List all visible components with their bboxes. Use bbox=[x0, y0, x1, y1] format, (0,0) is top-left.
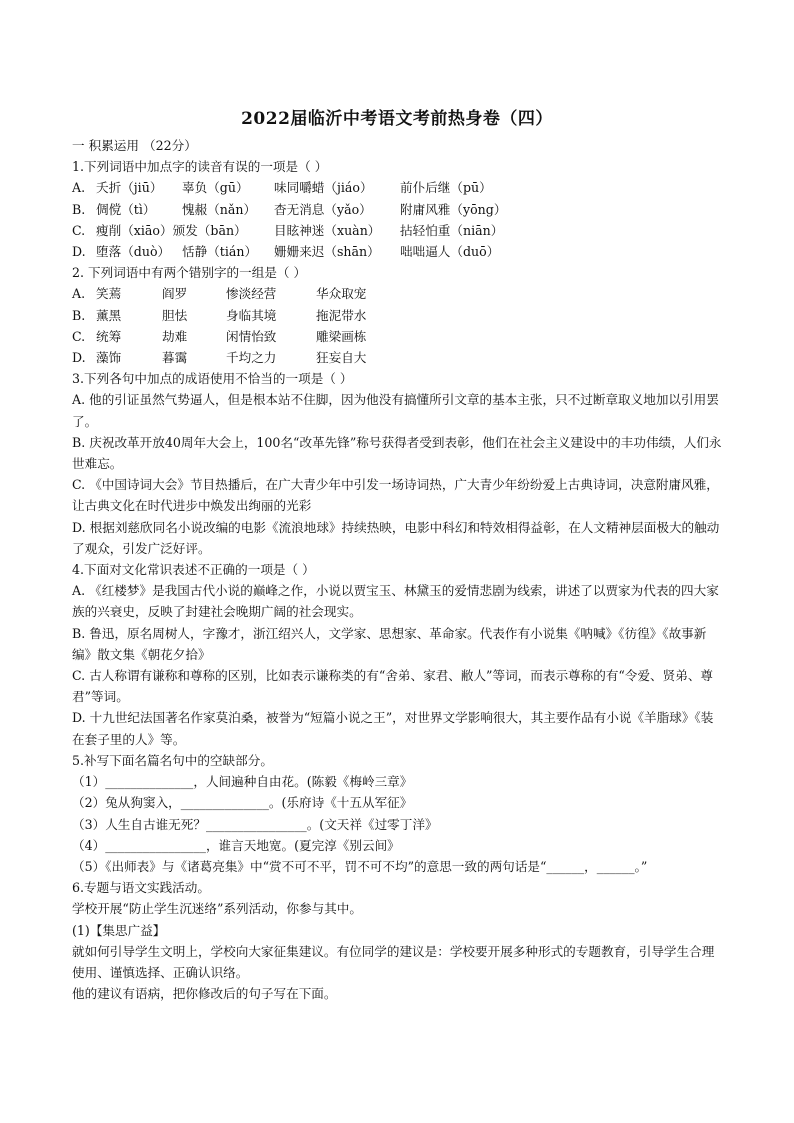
option-word: 拖泥带水 bbox=[316, 307, 367, 323]
option-letter: C. bbox=[72, 222, 86, 238]
question-6-intro: 学校开展“防止学生沉迷络”系列活动，你参与其中。 bbox=[72, 901, 362, 917]
option-word: 统筹 bbox=[96, 328, 122, 344]
option-word: 雕梁画栋 bbox=[316, 328, 367, 344]
option-letter: B. bbox=[72, 307, 86, 323]
question-5-stem: 5.补写下面名篇名句中的空缺部分。 bbox=[72, 752, 273, 768]
fill-blank-item: （3）人生自古谁无死？________________。(文天祥《过零丁洋》 bbox=[72, 816, 438, 832]
question-6-subheading: (1)【集思广益】 bbox=[72, 922, 166, 938]
option-word: 愧赧（nǎn） bbox=[182, 201, 257, 217]
question-6-stem: 6.专题与语文实践活动。 bbox=[72, 880, 210, 896]
option-word: 拈轻怕重（niān） bbox=[400, 222, 504, 238]
option-word: 藻饰 bbox=[96, 350, 122, 366]
option-word: 阎罗 bbox=[162, 286, 188, 302]
option-word: 姗姗来迟（shān） bbox=[274, 244, 380, 260]
fill-blank-item: （1）______________，人间遍种自由花。(陈毅《梅岭三章》 bbox=[72, 774, 413, 790]
question-2-option-a bbox=[72, 283, 724, 304]
option-word: 劫难 bbox=[162, 328, 188, 344]
question-4-stem: 4.下面对文化常识表述不正确的一项是（ ） bbox=[72, 562, 315, 578]
question-2-stem: 2. 下列词语中有两个错别字的一组是（ ） bbox=[72, 265, 307, 281]
option-word: 千均之力 bbox=[226, 350, 277, 366]
option-word: 倜傥（tì） bbox=[96, 201, 156, 217]
question-1-option-a bbox=[72, 177, 724, 198]
option-word: 狂妄自大 bbox=[316, 350, 367, 366]
option-word: 恬静（tián） bbox=[182, 244, 258, 260]
option-word: 前仆后继（pū） bbox=[400, 180, 492, 196]
option-word: 华众取宠 bbox=[316, 286, 367, 302]
question-4-option-c: C. 古人称谓有谦称和尊称的区别，比如表示谦称类的有“舍弟、家君、敝人”等词，而表示尊称的有“令爱、贤弟、尊君”等词。 bbox=[72, 668, 714, 705]
question-4-option-b: B. 鲁迅，原名周树人，字豫才，浙江绍兴人，文学家、思想家、革命家。代表作有小说集《呐喊》《彷徨》《故事新编》散文集《朝花夕拾》 bbox=[72, 625, 707, 662]
option-word: 味同嚼蜡（jiáo） bbox=[274, 180, 373, 196]
option-word: 目眩神迷（xuàn） bbox=[274, 222, 381, 238]
option-letter: D. bbox=[72, 244, 86, 260]
option-word: 薰黑 bbox=[96, 307, 122, 323]
question-3-option-d: D. 根据刘慈欣同名小说改编的电影《流浪地球》持续热映，电影中科幻和特效相得益彰，在人文精神层面极大的触动了观众，引发广泛好评。 bbox=[72, 519, 720, 556]
question-1-option-c bbox=[72, 220, 724, 241]
option-word: 身临其境 bbox=[226, 307, 277, 323]
question-3-option-c: C. 《中国诗词大会》节目热播后，在广大青少年中引发一场诗词热，广大青少年纷纷爱上古典诗词，决意附庸风雅，让古典文化在时代进步中焕发出绚丽的光彩 bbox=[72, 477, 719, 514]
option-word: 笑蔫 bbox=[96, 286, 122, 302]
exam-content bbox=[72, 135, 724, 1004]
question-6-instruction: 他的建议有语病，把你修改后的句子写在下面。 bbox=[72, 986, 337, 1002]
option-letter: A. bbox=[72, 286, 86, 302]
option-word: 堕落（duò） bbox=[96, 244, 171, 260]
question-3-option-a: A. 他的引证虽然气势逼人，但是根本站不住脚，因为他没有搞懂所引文章的基本主张，只不过断章取义地加以引用罢了。 bbox=[72, 392, 719, 429]
question-1-option-d bbox=[72, 241, 724, 262]
fill-blank-item: （2）兔从狗窦入，______________。(乐府诗《十五从军征》 bbox=[72, 795, 413, 811]
option-word: 暮霭 bbox=[162, 350, 188, 366]
question-3-option-b: B. 庆祝改革开放40周年大会上，100名“改革先锋”称号获得者受到表彰，他们在社会主义建设中的丰功伟绩，人们永世难忘。 bbox=[72, 434, 722, 472]
fill-blank-item: （4）________________，谁言天地宽。(夏完淳《别云间》 bbox=[72, 837, 400, 853]
question-2-option-d bbox=[72, 347, 724, 368]
option-word: 附庸风雅（yōng） bbox=[400, 201, 507, 217]
option-word: 闲情怡致 bbox=[226, 328, 277, 344]
option-letter: A. bbox=[72, 180, 86, 196]
question-1-option-b bbox=[72, 199, 724, 220]
option-word: 辜负（gū） bbox=[182, 180, 249, 196]
question-1-stem: 1.下列词语中加点字的读音有误的一项是（ ） bbox=[72, 159, 328, 175]
option-word: 瘦削（xiāo）颁发（bān） bbox=[96, 222, 247, 238]
page-title: 2022届临沂中考语文考前热身卷（四） bbox=[241, 109, 553, 129]
question-6-paragraph: 就如何引导学生文明上，学校向大家征集建议。有位同学的建议是：学校要开展多种形式的专题教育，引导学生合理使用、谨慎选择、正确认识络。 bbox=[72, 943, 715, 980]
option-letter: C. bbox=[72, 328, 86, 344]
fill-blank-item: （5）《出师表》与《诸葛亮集》中“赏不可不平，罚不可不均”的意思一致的两句话是“______，______。” bbox=[72, 858, 648, 874]
option-word: 咄咄逼人（duō） bbox=[400, 244, 500, 260]
section-heading: 一 积累运用 （22分） bbox=[72, 138, 197, 153]
option-word: 杳无消息（yǎo） bbox=[274, 201, 372, 217]
option-letter: B. bbox=[72, 201, 86, 217]
option-word: 夭折（jiū） bbox=[96, 180, 163, 196]
question-2-option-b bbox=[72, 305, 724, 326]
option-word: 惨淡经营 bbox=[226, 286, 277, 302]
option-word: 胆怯 bbox=[162, 307, 188, 323]
question-4-option-d: D. 十九世纪法国著名作家莫泊桑，被誉为“短篇小说之王”，对世界文学影响很大，其主要作品有小说《羊脂球》《装在套子里的人》等。 bbox=[72, 710, 714, 747]
question-4-option-a: A. 《红楼梦》是我国古代小说的巅峰之作，小说以贾宝玉、林黛玉的爱情悲剧为线索，讲述了以贾家为代表的四大家族的兴衰史，反映了封建社会晚期广阔的社会现实。 bbox=[72, 583, 719, 620]
question-2-option-c bbox=[72, 326, 724, 347]
question-3-stem: 3.下列各句中加点的成语使用不恰当的一项是（ ） bbox=[72, 371, 353, 387]
option-letter: D. bbox=[72, 350, 86, 366]
